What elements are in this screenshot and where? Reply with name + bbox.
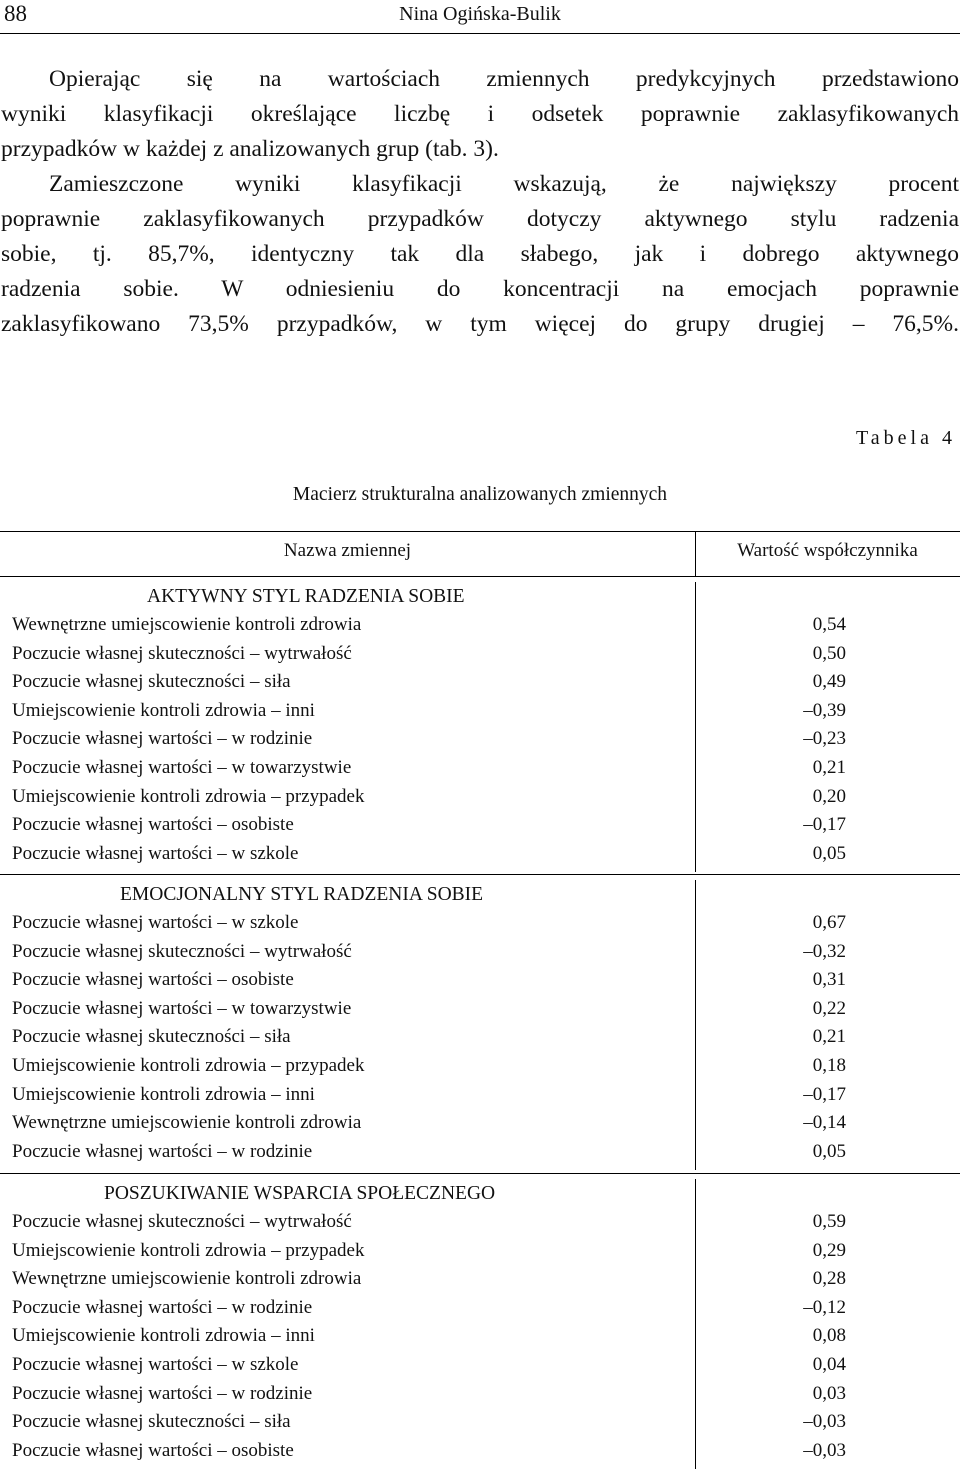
coefficient-value: 0,20 xyxy=(812,785,846,807)
variable-name: Poczucie własnej wartości – w szkole xyxy=(12,912,299,933)
coefficient-value: –0,03 xyxy=(803,1439,846,1461)
table-row xyxy=(0,840,960,869)
table-row xyxy=(0,1380,960,1409)
section-rule xyxy=(0,1173,960,1174)
table-section xyxy=(0,582,960,868)
section-title: EMOCJONALNY STYL RADZENIA SOBIE xyxy=(120,884,484,905)
coefficient-value: 0,49 xyxy=(812,671,846,693)
table-row xyxy=(0,1322,960,1351)
table-row xyxy=(0,1294,960,1323)
variable-name: Poczucie własnej wartości – osobiste xyxy=(12,814,294,836)
table-row xyxy=(0,1081,960,1110)
header-bottom-rule xyxy=(0,576,960,577)
table-label: Tabela 4 xyxy=(855,427,956,449)
paragraph-line: Opierając się na wartościach zmiennych predykcyjnych przedstawiono xyxy=(49,66,959,92)
coefficient-value: 0,05 xyxy=(812,1140,846,1162)
variable-name: Umiejscowienie kontroli zdrowia – inni xyxy=(12,1083,315,1105)
table-row xyxy=(0,1109,960,1138)
paragraph-line: zaklasyfikowano 73,5% przypadków, w tym więcej do grupy drugiej – 76,5%. xyxy=(1,311,959,337)
coefficient-value: 0,29 xyxy=(812,1239,846,1261)
coefficient-value: 0,67 xyxy=(812,912,846,933)
variable-name: Poczucie własnej wartości – w szkole xyxy=(12,1353,299,1375)
coefficient-value: 0,05 xyxy=(812,842,846,864)
variable-name: Poczucie własnej wartości – osobiste xyxy=(12,969,294,991)
header-column-divider xyxy=(695,531,696,576)
section-title: POSZUKIWANIE WSPARCIA SPOŁECZNEGO xyxy=(104,1183,496,1204)
variable-name: Poczucie własnej skuteczności – siła xyxy=(12,671,291,693)
table-row xyxy=(0,783,960,812)
table-row xyxy=(0,1237,960,1266)
table-row xyxy=(0,1351,960,1380)
table-section xyxy=(0,880,960,1166)
table-row xyxy=(0,611,960,640)
column-header-name: Nazwa zmiennej xyxy=(283,540,412,561)
table-row xyxy=(0,640,960,669)
variable-name: Wewnętrzne umiejscowienie kontroli zdrowia xyxy=(12,1268,362,1290)
coefficient-value: 0,21 xyxy=(812,1026,846,1048)
paragraph-line: radzenia sobie. W odniesieniu do koncentracji na emocjach poprawnie xyxy=(1,276,959,302)
variable-name: Poczucie własnej skuteczności – wytrwałość xyxy=(12,940,352,962)
variable-name: Poczucie własnej wartości – w rodzinie xyxy=(12,728,313,750)
variable-name: Umiejscowienie kontroli zdrowia – przypadek xyxy=(12,785,365,807)
table-row xyxy=(0,1138,960,1167)
coefficient-value: 0,22 xyxy=(812,997,846,1019)
coefficient-value: 0,03 xyxy=(812,1382,846,1404)
variable-name: Poczucie własnej wartości – w szkole xyxy=(12,842,299,864)
coefficient-value: –0,17 xyxy=(803,814,846,836)
table-row xyxy=(0,1265,960,1294)
table-row xyxy=(0,754,960,783)
table-row xyxy=(0,1052,960,1081)
variable-name: Umiejscowienie kontroli zdrowia – przypadek xyxy=(12,1239,365,1261)
section-rule xyxy=(0,874,960,875)
coefficient-value: 0,54 xyxy=(812,614,846,635)
coefficient-value: 0,59 xyxy=(812,1211,846,1232)
coefficient-value: –0,17 xyxy=(803,1083,846,1105)
coefficient-value: –0,03 xyxy=(803,1411,846,1433)
table-row xyxy=(0,995,960,1024)
table-row xyxy=(0,725,960,754)
coefficient-value: –0,39 xyxy=(803,699,846,721)
page-header xyxy=(0,0,960,36)
coefficient-value: –0,32 xyxy=(803,940,846,962)
table-row xyxy=(0,1408,960,1437)
coefficient-value: 0,08 xyxy=(812,1325,846,1347)
table-row xyxy=(0,909,960,938)
coefficient-value: 0,04 xyxy=(812,1353,846,1375)
body-paragraph xyxy=(1,62,959,342)
variable-name: Wewnętrzne umiejscowienie kontroli zdrowia xyxy=(12,614,362,635)
paragraph-line: sobie, tj. 85,7%, identyczny tak dla słabego, jak i dobrego aktywnego xyxy=(1,241,959,267)
variable-name: Poczucie własnej skuteczności – wytrwałość xyxy=(12,642,352,664)
table-top-rule xyxy=(0,531,960,532)
variable-name: Umiejscowienie kontroli zdrowia – inni xyxy=(12,699,315,721)
table-row xyxy=(0,1437,960,1466)
table-row xyxy=(0,811,960,840)
table-row xyxy=(0,668,960,697)
table-row xyxy=(0,697,960,726)
paragraph-line: Zamieszczone wyniki klasyfikacji wskazują, że największy procent xyxy=(49,171,959,197)
coefficient-value: 0,18 xyxy=(812,1054,846,1076)
variable-name: Poczucie własnej wartości – w rodzinie xyxy=(12,1140,313,1162)
table-section xyxy=(0,1179,960,1465)
coefficient-value: 0,31 xyxy=(812,969,846,991)
running-title: Nina Ogińska-Bulik xyxy=(399,3,561,25)
variable-name: Umiejscowienie kontroli zdrowia – przypadek xyxy=(12,1054,365,1076)
coefficient-value: –0,12 xyxy=(803,1296,846,1318)
header-rule xyxy=(0,33,960,34)
table-row xyxy=(0,938,960,967)
page-number: 88 xyxy=(4,1,27,26)
variable-name: Poczucie własnej wartości – w rodzinie xyxy=(12,1296,313,1318)
table-title: Macierz strukturalna analizowanych zmiennych xyxy=(292,484,668,505)
coefficient-value: 0,28 xyxy=(812,1268,846,1290)
variable-name: Poczucie własnej wartości – w rodzinie xyxy=(12,1382,313,1404)
coefficient-value: 0,21 xyxy=(812,756,846,778)
table-row xyxy=(0,1023,960,1052)
variable-name: Poczucie własnej skuteczności – wytrwałość xyxy=(12,1211,352,1232)
column-header-value: Wartość współczynnika xyxy=(737,540,918,561)
section-title: AKTYWNY STYL RADZENIA SOBIE xyxy=(147,586,465,607)
variable-name: Poczucie własnej wartości – osobiste xyxy=(12,1439,294,1461)
coefficient-value: –0,14 xyxy=(803,1112,846,1134)
variable-name: Poczucie własnej skuteczności – siła xyxy=(12,1026,291,1048)
coefficient-value: –0,23 xyxy=(803,728,846,750)
variable-name: Wewnętrzne umiejscowienie kontroli zdrowia xyxy=(12,1112,362,1134)
variable-name: Poczucie własnej wartości – w towarzystwie xyxy=(12,756,352,778)
paragraph-line: wyniki klasyfikacji określające liczbę i odsetek poprawnie zaklasyfikowanych xyxy=(1,101,959,127)
paragraph-line: przypadków w każdej z analizowanych grup (tab. 3). xyxy=(1,136,499,162)
table-row xyxy=(0,1208,960,1237)
variable-name: Umiejscowienie kontroli zdrowia – inni xyxy=(12,1325,315,1347)
variable-name: Poczucie własnej wartości – w towarzystwie xyxy=(12,997,352,1019)
paragraph-line: poprawnie zaklasyfikowanych przypadków dotyczy aktywnego stylu radzenia xyxy=(1,206,959,232)
table-row xyxy=(0,966,960,995)
coefficient-value: 0,50 xyxy=(812,642,846,664)
variable-name: Poczucie własnej skuteczności – siła xyxy=(12,1411,291,1433)
